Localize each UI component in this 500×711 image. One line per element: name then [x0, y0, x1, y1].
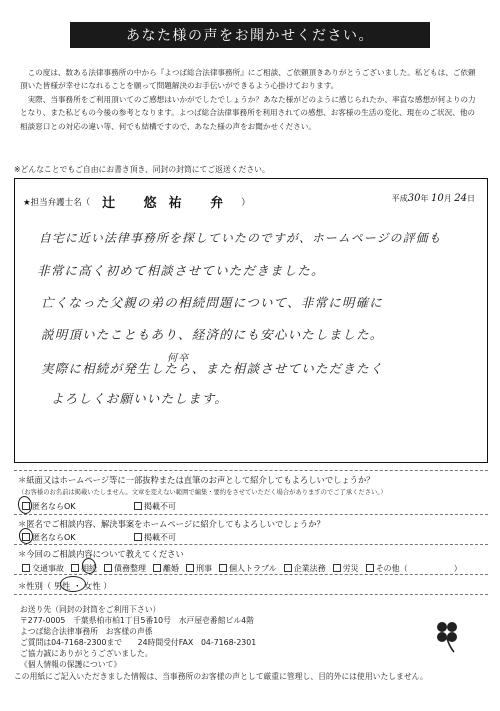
q3-option-label: 労災 — [342, 564, 359, 573]
handwriting-line-6: よろしくお願いいたします。 — [51, 391, 229, 406]
q3-option-other-close: ） — [453, 564, 462, 573]
footer-contact: ご質問は04-7168-2300まで 24時間受付FAX 04-7168-2301 — [20, 638, 257, 648]
date-day: 24 — [454, 193, 467, 204]
footer-privacy-text: この用紙にご記入いただきました情報は、当事務所のお客様の声として厳重に管理し、目的外には使用いたしません。 — [14, 671, 428, 681]
divider — [14, 470, 488, 471]
checkbox[interactable] — [284, 564, 292, 572]
question-1: ＊紙面又はホームページ等に一部抜粋または直筆のお声として紹介してもよろしいでしょうか？ — [18, 475, 375, 485]
handwriting-line-2: 非常に高く初めて相談させていただきました。 — [37, 263, 325, 278]
q3-option-label: 交通事故 — [32, 564, 64, 573]
q3-option-traffic[interactable] — [22, 563, 64, 574]
notice-text: ※どんなことでもご自由にお書き頂き、同封の封筒にてご返送ください。 — [14, 165, 270, 174]
q3-option-labor[interactable] — [333, 563, 359, 574]
q3-option-label: 個人トラブル — [229, 564, 277, 573]
question-3: ＊今回のご相談内容について教えてください — [18, 549, 184, 559]
q3-option-label: 企業法務 — [293, 564, 326, 573]
date-year: 30 — [407, 193, 421, 204]
q4-close: ） — [103, 581, 112, 591]
q4-option-female[interactable]: 女性 — [84, 581, 101, 591]
q1-option-refuse-label: 掲載不可 — [144, 502, 176, 511]
q3-option-criminal[interactable] — [186, 563, 212, 574]
divider — [14, 544, 488, 545]
q2-option-anonymous-label: 匿名ならOK — [32, 533, 76, 542]
q1-option-refuse[interactable] — [134, 501, 176, 512]
q3-option-personal[interactable] — [219, 563, 277, 574]
q4-label: ＊性別（ — [18, 581, 52, 591]
footer-office: よつば総合法律事務所 お客様の声係 — [20, 627, 153, 637]
page-title: あなた様の声をお聞かせください。 — [70, 22, 430, 48]
date-field — [392, 193, 475, 204]
lawyer-row — [23, 192, 250, 211]
checkbox[interactable] — [71, 564, 79, 572]
divider — [14, 514, 488, 515]
footer — [14, 604, 428, 682]
question-1-note: （お客様のお名前は掲載いたしません。文章を変えない範囲で編集・要約をさせていただく場合がありますのでご了承ください。） — [18, 489, 387, 496]
checkbox[interactable] — [366, 564, 374, 572]
lawyer-close: ） — [241, 198, 251, 208]
date-year-unit: 年 — [420, 194, 429, 203]
q3-option-label: 相続 — [81, 564, 97, 573]
comment-box — [14, 178, 488, 463]
date-era: 平成 — [391, 194, 408, 203]
date-day-unit: 日 — [467, 194, 475, 203]
checkbox[interactable] — [219, 564, 227, 572]
footer-send-to: お送り先（同封の封筒をご利用下さい） — [20, 605, 161, 614]
intro-text — [20, 66, 482, 133]
lawyer-label: ★担当弁護士名（ — [23, 197, 91, 208]
q3-option-label: 離婚 — [163, 564, 179, 573]
intro-paragraph-2: 実際、当事務所をご利用頂いてのご感想はいかがでしたでしょうか？あなた様がどのように感じられたか、率直な感想が何よりの力となり、また私どもの今後の参考となります。よつば総合法律事務所を利用されての感想、お客様の生活の変化、現在のご状況、他の相談窓口との対応の違い等、何でも結構ですので、あなた様の声をお聞かせください。 — [20, 94, 476, 131]
handwriting-line-4: 説明頂いたこともあり、経済的にも安心いたしました。 — [41, 327, 384, 342]
q3-option-other[interactable] — [366, 563, 462, 574]
divider — [14, 574, 488, 575]
checkbox[interactable] — [22, 564, 30, 572]
footer-thanks: ご協力誠にありがとうございました。 — [20, 649, 153, 659]
checkbox[interactable] — [134, 502, 142, 510]
handwriting-line-5: 実際に相続が発生したら、また相談させていただきたく — [41, 361, 384, 376]
questions-area — [14, 470, 488, 598]
lawyer-name: 辻 悠祐 弁 — [102, 196, 236, 211]
q4-separator: ・ — [73, 581, 82, 591]
checkbox[interactable] — [104, 564, 112, 572]
q2-option-refuse[interactable] — [134, 532, 176, 543]
footer-privacy-title: 《個人情報の保護について》 — [20, 660, 122, 670]
q3-option-label: 刑事 — [196, 564, 212, 573]
footer-address: 〒277-0005 千葉県柏市柏1丁目5番10号 水戸屋壱番館ビル4階 — [20, 616, 254, 626]
q3-option-label: その他（ — [375, 564, 408, 573]
intro-paragraph-1: この度は、数ある法律事務所の中から『よつば総合法律事務所』にご相談、ご依頼頂きありがとうございました。私どもは、ご依頼頂いた皆様が幸せになれることを願って問題解決のお手伝いができるよう心掛けております。 — [20, 68, 476, 91]
q2-option-refuse-label: 掲載不可 — [144, 533, 176, 542]
q3-option-label: 債務整理 — [114, 564, 146, 573]
q3-option-debt[interactable] — [104, 563, 146, 574]
date-month: 10 — [430, 193, 444, 204]
checkbox[interactable] — [153, 564, 161, 572]
q4-option-male[interactable]: 男性 — [53, 581, 71, 591]
divider — [14, 594, 488, 595]
checkbox[interactable] — [333, 564, 341, 572]
handwriting-line-1: 自宅に近い法律事務所を探していたのですが、ホームページの評価も — [39, 231, 442, 245]
question-2: ＊匿名でご相談内容、解決事案をホームページに紹介してもよろしいでしょうか？ — [18, 519, 325, 529]
q3-option-divorce[interactable] — [153, 563, 179, 574]
q1-option-anonymous-label: 匿名ならOK — [32, 502, 76, 511]
check-mark — [17, 495, 34, 515]
handwriting-line-3: 亡くなった父親の弟の相続問題について、非常に明確に — [41, 295, 384, 310]
date-month-unit: 月 — [443, 194, 452, 203]
selection-circle — [60, 576, 86, 592]
q3-option-corporate[interactable] — [284, 563, 326, 574]
handwriting-insert: 何卒 — [167, 353, 190, 364]
checkbox[interactable] — [134, 533, 142, 541]
clover-icon — [432, 618, 462, 654]
checkbox[interactable] — [186, 564, 194, 572]
